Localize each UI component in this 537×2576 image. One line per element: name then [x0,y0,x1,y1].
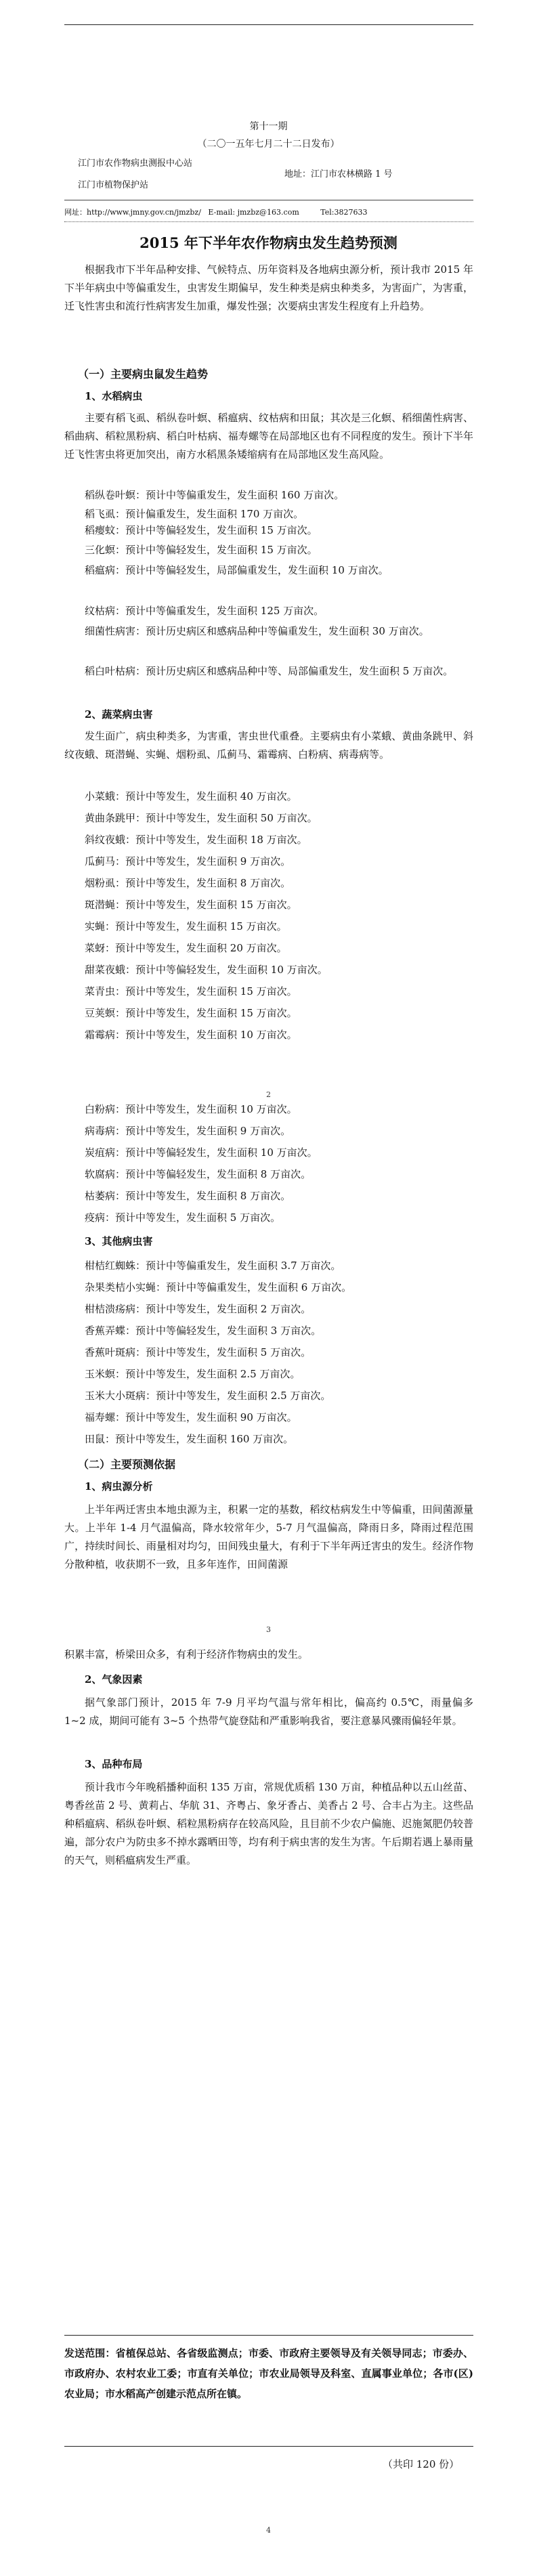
rice-item: 稻瘿蚊：预计中等偏轻发生，发生面积 15 万亩次。 [85,524,318,536]
other-pests-heading: 3、其他病虫害 [85,1235,153,1247]
doc-title: 2015 年下半年农作物病虫发生趋势预测 [139,234,398,251]
vegetable-item: 甜菜夜蛾：预计中等偏轻发生，发生面积 10 万亩次。 [85,964,328,976]
variety-heading: 3、品种布局 [85,1758,143,1770]
page-number: 4 [266,2526,271,2535]
other-pest-item: 柑桔红蜘蛛：预计中等偏重发生，发生面积 3.7 万亩次。 [85,1260,341,1272]
intro-paragraph: 根据我市下半年品种安排、气候特点、历年资料及各地病虫源分析，预计我市 2015 年下半年病虫中等偏重发生，虫害发生期偏早，发生种类是病虫种类多，为害面广，为害重，迁飞性害虫和流行性病害发生加重，爆发性强；次要病虫害发生程度有上升趋势。 [64,263,473,312]
pest-source-text: 上半年两迁害虫本地虫源为主，积累一定的基数，稻纹枯病发生中等偏重，田间菌源量大。上半年 1-4 月气温偏高，降水较常年少，5-7 月气温偏高，降雨日多，降雨过程范围广，持续时间长、雨量相对均匀，田间残虫量大，有利于下半年两迁害虫的发生。经济作物分散种植，收获期不一致，且多年连作，田间菌源 [64,1503,473,1570]
org-name-2: 江门市植物保护站 [78,180,149,190]
vegetable-item: 小菜蛾：预计中等发生，发生面积 40 万亩次。 [85,790,297,802]
vegetable-item: 炭疽病：预计中等偏轻发生，发生面积 10 万亩次。 [85,1146,318,1159]
vegetable-item: 瓜蓟马：预计中等发生，发生面积 9 万亩次。 [85,855,291,867]
other-pest-item: 玉米大小斑病：预计中等发生，发生面积 2.5 万亩次。 [85,1390,331,1402]
footer-bottom-rule [64,2446,473,2447]
distribution-list: 发送范围：省植保总站、各省级监测点；市委、市政府主要领导及有关领导同志；市委办、市政府办、农村农业工委；市直有关单位；市农业局领导及科室、直属事业单位；各市(区)农业局；市水稻高产创建示范点所在镇。 [64,2347,473,2400]
variety-text: 预计我市今年晚稻播种面积 135 万亩，常规优质稻 130 万亩，种植品种以五山丝苗、粤香丝苗 2 号、黄莉占、华航 31、齐粤占、象牙香占、美香占 2 号、合丰占为主。这些品种稻瘟病、稻纵卷叶螟、稻粒黑粉病存在较高风险，且目前不少农户偏施、迟施氮肥仍较普遍，部分农户为防虫多不掉水露晒田等，均有利于病虫害的发生为害。午后期若遇上暴雨量的天气，则稻瘟病发生严重。 [64,1781,473,1866]
vegetable-item: 软腐病：预计中等偏轻发生，发生面积 8 万亩次。 [85,1168,312,1180]
vegetable-item: 枯萎病：预计中等发生，发生面积 8 万亩次。 [85,1190,291,1202]
pest-source-text-cont: 积累丰富，桥梁田众多，有利于经济作物病虫的发生。 [64,1648,309,1660]
website-link[interactable]: 网址：http://www.jmny.gov.cn/jmzbz/ [64,208,201,217]
page-number: 2 [266,1090,271,1099]
top-rule [64,24,473,25]
rice-heading: 1、水稻病虫 [85,390,143,402]
rice-intro: 主要有稻飞虱、稻纵卷叶螟、稻瘟病、纹枯病和田鼠；其次是三化螟、稻细菌性病害、稻曲病、稻粒黑粉病、稻白叶枯病、福寿螺等在局部地区也有不同程度的发生。预计下半年迁飞性害虫将更加突出，南方水稻黑条矮缩病有在局部地区发生高风险。 [64,412,473,460]
vegetable-item: 斑潜蝇：预计中等发生，发生面积 15 万亩次。 [85,899,297,911]
contact-line [64,203,367,221]
org-name-1: 江门市农作物病虫测报中心站 [78,158,193,169]
climate-heading: 2、气象因素 [85,1673,143,1686]
vegetable-item: 黄曲条跳甲：预计中等发生，发生面积 50 万亩次。 [85,812,318,824]
vegetable-item: 斜纹夜蛾：预计中等发生，发生面积 18 万亩次。 [85,834,307,846]
rice-item: 细菌性病害：预计历史病区和感病品种中等偏重发生，发生面积 30 万亩次。 [85,625,429,637]
vegetable-item: 霜霉病：预计中等发生，发生面积 10 万亩次。 [85,1029,297,1041]
section-2-heading: （二）主要预测依据 [78,1458,176,1471]
vegetable-item: 疫病：预计中等发生，发生面积 5 万亩次。 [85,1211,281,1224]
vegetable-intro: 发生面广，病虫种类多，为害重，害虫世代重叠。主要病虫有小菜蛾、黄曲条跳甲、斜纹夜蛾、斑潜蝇、实蝇、烟粉虱、瓜蓟马、霜霉病、白粉病、病毒病等。 [64,730,473,760]
vegetable-item: 烟粉虱：预计中等发生，发生面积 8 万亩次。 [85,877,291,889]
contact-divider [64,221,473,222]
other-pest-item: 香蕉叶斑病：预计中等发生，发生面积 5 万亩次。 [85,1346,312,1358]
rice-item: 稻飞虱：预计偏重发生，发生面积 170 万亩次。 [85,508,304,520]
other-pest-item: 杂果类桔小实蝇：预计中等偏重发生，发生面积 6 万亩次。 [85,1281,352,1293]
release-date: （二〇一五年七月二十二日发布） [197,139,340,150]
vegetable-item: 病毒病：预计中等发生，发生面积 9 万亩次。 [85,1125,291,1137]
page-number: 3 [266,1625,271,1634]
vegetable-item: 白粉病：预计中等发生，发生面积 10 万亩次。 [85,1103,297,1115]
email-address[interactable]: E-mail: jmzbz@163.com [208,208,299,217]
other-pest-item: 田鼠：预计中等发生，发生面积 160 万亩次。 [85,1433,294,1445]
vegetable-item: 菜青虫：预计中等发生，发生面积 15 万亩次。 [85,985,297,997]
rice-item: 稻瘟病：预计中等偏轻发生，局部偏重发生，发生面积 10 万亩次。 [85,564,389,576]
vegetable-item: 豆荚螟：预计中等发生，发生面积 15 万亩次。 [85,1007,297,1019]
issue-number: 第十一期 [249,121,288,132]
footer-top-rule [64,2335,473,2336]
rice-item: 纹枯病：预计中等偏重发生，发生面积 125 万亩次。 [85,605,324,617]
pest-source-heading: 1、病虫源分析 [85,1480,153,1493]
rice-item: 稻纵卷叶螟：预计中等偏重发生，发生面积 160 万亩次。 [85,489,345,501]
telephone: Tel:3827633 [320,208,368,217]
other-pest-item: 福寿螺：预计中等发生，发生面积 90 万亩次。 [85,1411,297,1423]
vegetable-heading: 2、蔬菜病虫害 [85,708,153,721]
rice-item: 稻白叶枯病：预计历史病区和感病品种中等、局部偏重发生，发生面积 5 万亩次。 [85,665,454,677]
other-pest-item: 玉米螟：预计中等发生，发生面积 2.5 万亩次。 [85,1368,301,1380]
section-1-heading: （一）主要病虫鼠发生趋势 [78,368,209,381]
copies-count: （共印 120 份） [383,2458,460,2470]
other-pest-item: 香蕉弄蝶：预计中等偏轻发生，发生面积 3 万亩次。 [85,1325,322,1337]
other-pest-item: 柑桔溃疡病：预计中等发生，发生面积 2 万亩次。 [85,1303,312,1315]
org-address: 地址：江门市农林横路 1 号 [284,169,393,179]
climate-text: 据气象部门预计，2015 年 7-9 月平均气温与常年相比，偏高约 0.5℃，雨量偏多 1~2 成，期间可能有 3~5 个热带气旋登陆和严重影响我省，要注意暴风骤雨偏轻年景。 [64,1696,473,1727]
rice-item: 三化螟：预计中等偏轻发生，发生面积 15 万亩次。 [85,544,318,556]
vegetable-item: 菜蚜：预计中等发生，发生面积 20 万亩次。 [85,942,287,954]
vegetable-item: 实蝇：预计中等发生，发生面积 15 万亩次。 [85,920,287,932]
